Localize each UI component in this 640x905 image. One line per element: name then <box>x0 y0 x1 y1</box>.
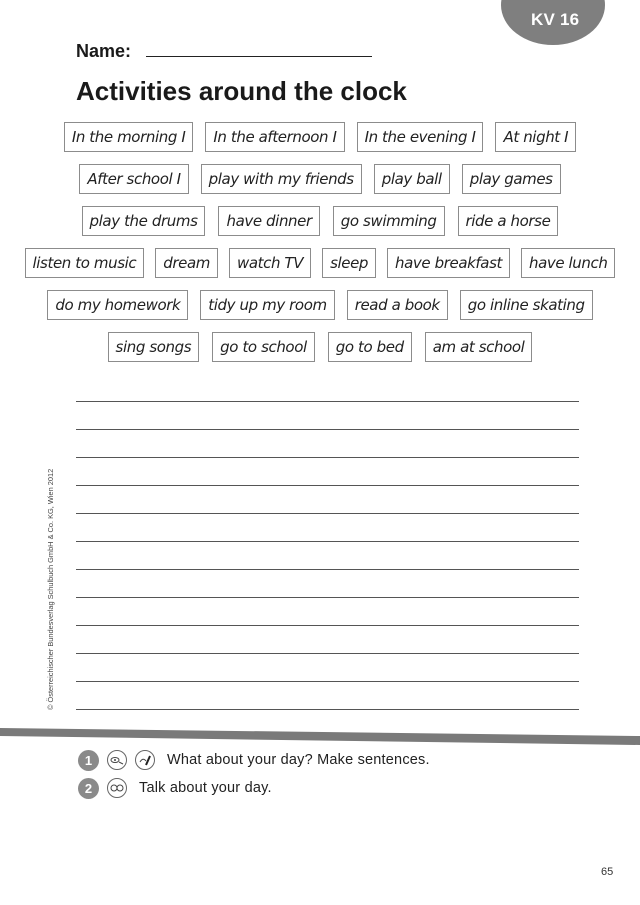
page-title: Activities around the clock <box>76 76 407 106</box>
word-chip: read a book <box>347 290 448 320</box>
writing-line[interactable] <box>76 541 579 542</box>
word-chip: go to school <box>212 332 315 362</box>
chip-row-6 <box>0 332 640 362</box>
writing-line[interactable] <box>76 513 579 514</box>
word-chip: sleep <box>322 248 376 278</box>
word-chip: play ball <box>374 164 450 194</box>
writing-line[interactable] <box>76 457 579 458</box>
section-divider <box>0 728 640 745</box>
talk-faces-icon <box>107 778 127 798</box>
task-number: 1 <box>78 750 99 771</box>
word-chip: In the afternoon I <box>205 122 344 152</box>
copyright-note: © Österreichischer Bundesverlag Schulbuch GmbH & Co. KG, Wien 2012 <box>46 468 55 710</box>
write-pen-icon <box>135 750 155 770</box>
task-instruction: Talk about your day. <box>139 780 272 796</box>
chip-row-5 <box>0 290 640 320</box>
writing-line[interactable] <box>76 681 579 682</box>
task-number: 2 <box>78 778 99 799</box>
name-label: Name: <box>76 41 132 61</box>
word-chip: have dinner <box>218 206 319 236</box>
writing-line[interactable] <box>76 709 579 710</box>
writing-line[interactable] <box>76 429 579 430</box>
word-chip: play with my friends <box>201 164 362 194</box>
word-chip: ride a horse <box>458 206 559 236</box>
word-chip: At night I <box>495 122 576 152</box>
word-chip: go swimming <box>333 206 445 236</box>
writing-line[interactable] <box>76 625 579 626</box>
word-chip: watch TV <box>229 248 311 278</box>
word-chip: In the morning I <box>64 122 194 152</box>
word-chip: sing songs <box>108 332 200 362</box>
chip-row-4 <box>0 248 640 278</box>
word-chip: In the evening I <box>357 122 484 152</box>
chip-row-2 <box>0 164 640 194</box>
page-number: 65 <box>601 866 614 878</box>
word-chip: go inline skating <box>460 290 593 320</box>
word-chip: listen to music <box>25 248 145 278</box>
word-chip: dream <box>155 248 218 278</box>
writing-line[interactable] <box>76 653 579 654</box>
writing-line[interactable] <box>76 569 579 570</box>
writing-line[interactable] <box>76 401 579 402</box>
word-chip: go to bed <box>328 332 412 362</box>
task-instruction: What about your day? Make sentences. <box>167 752 430 768</box>
task-2 <box>78 777 272 799</box>
eye-hand-icon <box>107 750 127 770</box>
writing-line[interactable] <box>76 597 579 598</box>
word-chip: have breakfast <box>387 248 510 278</box>
word-chip: do my homework <box>47 290 188 320</box>
word-chip: tidy up my room <box>200 290 334 320</box>
writing-line[interactable] <box>76 485 579 486</box>
worksheet-code: KV 16 <box>531 10 580 29</box>
name-line <box>146 56 372 57</box>
word-chip: After school I <box>79 164 188 194</box>
word-chip: play games <box>462 164 561 194</box>
chip-row-1 <box>0 122 640 152</box>
task-1 <box>78 749 430 771</box>
word-chip: am at school <box>425 332 533 362</box>
word-chip: have lunch <box>521 248 616 278</box>
word-chip: play the drums <box>82 206 206 236</box>
chip-row-3 <box>0 206 640 236</box>
